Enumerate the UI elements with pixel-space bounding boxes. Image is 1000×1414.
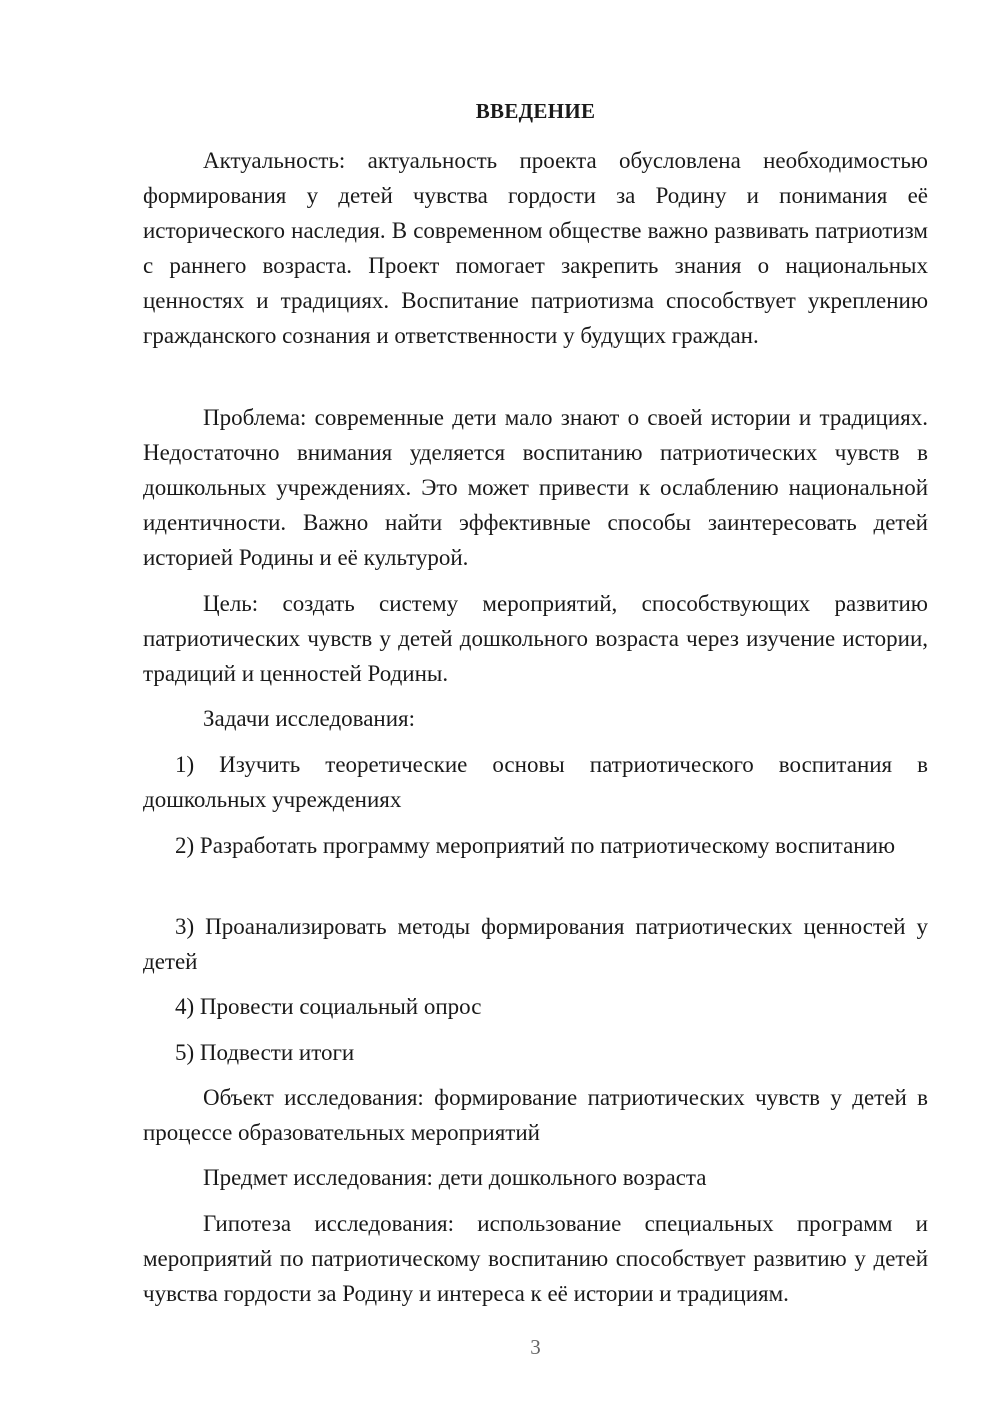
task-item-1: 1) Изучить теоретические основы патриотического воспитания в дошкольных учреждениях [143,752,928,812]
task-item-5: 5) Подвести итоги [175,1040,355,1065]
task-item-3: 3) Проанализировать методы формирования патриотических ценностей у детей [143,914,928,974]
paragraph-subject: Предмет исследования: дети дошкольного возраста [203,1165,707,1190]
paragraph-goal: Цель: создать систему мероприятий, способствующих развитию патриотических чувств у детей дошкольного возраста через изучение истории, традиций и ценностей Родины. [143,591,928,686]
task-item-4: 4) Провести социальный опрос [175,994,482,1019]
page-number: 3 [530,1335,541,1359]
paragraph-relevance: Актуальность: актуальность проекта обусловлена необходимостью формирования у детей чувства гордости за Родину и понимания её исторического наследия. В современном обществе важно развивать патриотизм с раннего возраста. Проект помогает закрепить знания о национальных ценностях и традициях. Воспитание патриотизма способствует укреплению гражданского сознания и ответственности у будущих граждан. [143,148,928,348]
paragraph-problem: Проблема: современные дети мало знают о своей истории и традициях. Недостаточно внимания уделяется воспитанию патриотических чувств в дошкольных учреждениях. Это может привести к ослаблению национальной идентичности. Важно найти эффективные способы заинтересовать детей историей Родины и её культурой. [143,405,928,570]
tasks-heading: Задачи исследования: [203,706,416,731]
paragraph-object: Объект исследования: формирование патриотических чувств у детей в процессе образовательных мероприятий [143,1085,928,1145]
task-item-2: 2) Разработать программу мероприятий по патриотическому воспитанию [175,833,896,858]
section-title: ВВЕДЕНИЕ [475,99,596,123]
paragraph-hypothesis: Гипотеза исследования: использование специальных программ и мероприятий по патриотическому воспитанию способствует развитию у детей чувства гордости за Родину и интереса к её истории и традициям. [143,1211,928,1306]
